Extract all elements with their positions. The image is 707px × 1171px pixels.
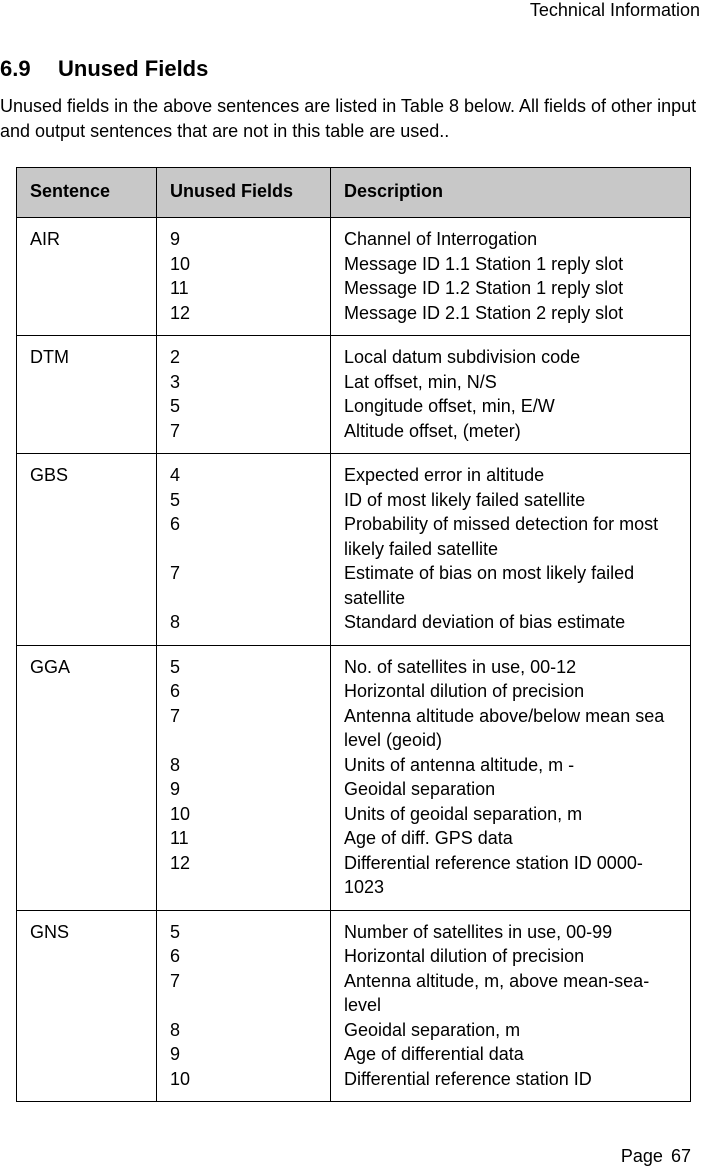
- description-cell: [331, 218, 691, 336]
- field-number: 5: [170, 921, 181, 942]
- sentence-cell: GGA: [17, 645, 157, 910]
- field-description: Expected error in altitude: [344, 465, 545, 485]
- field-number: 10: [170, 803, 191, 824]
- unused-fields-cell: [157, 645, 331, 910]
- field-description: Altitude offset, (meter): [344, 420, 521, 441]
- field-number: 9: [170, 1044, 181, 1064]
- unused-fields-cell: [157, 336, 331, 454]
- field-description: Horizontal dilution of precision: [344, 946, 585, 966]
- field-number: 7: [170, 970, 181, 991]
- column-header-description: Description: [331, 168, 691, 218]
- field-number: 8: [170, 1019, 181, 1040]
- field-description: Longitude offset, min, E/W: [344, 396, 555, 416]
- field-description: Differential reference station ID 0000-1023: [344, 852, 643, 897]
- field-number: 5: [170, 396, 181, 416]
- description-cell: [331, 336, 691, 454]
- field-number: 7: [170, 563, 181, 583]
- field-description: No. of satellites in use, 00-12: [344, 656, 577, 677]
- description-cell: [331, 645, 691, 910]
- field-number: 10: [170, 253, 191, 274]
- table-body: [17, 218, 691, 1102]
- field-description: Antenna altitude above/below mean sea level (geoid): [344, 705, 665, 750]
- field-description: Message ID 1.2 Station 1 reply slot: [344, 278, 624, 298]
- field-description: Message ID 1.1 Station 1 reply slot: [344, 253, 624, 274]
- field-number: 11: [170, 278, 189, 298]
- field-description: Units of geoidal separation, m: [344, 803, 583, 824]
- field-number: 10: [170, 1068, 191, 1089]
- field-spacer: [170, 993, 322, 1018]
- field-description: Antenna altitude, m, above mean-sea-level: [344, 970, 650, 1015]
- field-description: Estimate of bias on most likely failed satellite: [344, 563, 635, 608]
- field-spacer: [170, 586, 322, 611]
- field-number: 7: [170, 705, 181, 726]
- running-header: Technical Information: [529, 0, 700, 20]
- section-title: Unused Fields: [58, 56, 209, 81]
- sentence-cell: GNS: [17, 910, 157, 1102]
- unused-fields-cell: [157, 454, 331, 646]
- field-description: Differential reference station ID: [344, 1068, 592, 1089]
- sentence-cell: DTM: [17, 336, 157, 454]
- field-number: 4: [170, 465, 181, 485]
- field-number: 6: [170, 946, 181, 966]
- unused-fields-table: [16, 167, 691, 1102]
- field-description: Standard deviation of bias estimate: [344, 612, 626, 632]
- field-description: Local datum subdivision code: [344, 347, 581, 367]
- field-number: 12: [170, 852, 191, 873]
- field-number: 7: [170, 420, 181, 441]
- field-number: 3: [170, 371, 181, 392]
- section-number: 6.9: [0, 56, 31, 81]
- field-description: Units of antenna altitude, m -: [344, 754, 575, 775]
- field-number: 8: [170, 754, 181, 775]
- sentence-cell: GBS: [17, 454, 157, 646]
- description-cell: [331, 454, 691, 646]
- field-description: Lat offset, min, N/S: [344, 371, 497, 392]
- page-footer: [621, 1146, 691, 1166]
- table-row: [17, 336, 691, 454]
- page-number: 67: [670, 1146, 691, 1166]
- field-number: 2: [170, 347, 181, 367]
- description-cell: [331, 910, 691, 1102]
- field-number: 9: [170, 229, 181, 249]
- unused-fields-cell: [157, 218, 331, 336]
- field-description: Geoidal separation, m: [344, 1019, 521, 1040]
- field-number: 6: [170, 514, 181, 534]
- sentence-cell: AIR: [17, 218, 157, 336]
- field-description: Number of satellites in use, 00-99: [344, 921, 613, 942]
- column-header-sentence: Sentence: [17, 168, 157, 218]
- field-number: 12: [170, 302, 191, 323]
- field-number: 8: [170, 612, 181, 632]
- field-number: 6: [170, 681, 181, 701]
- field-description: Channel of Interrogation: [344, 229, 538, 249]
- table-row: [17, 910, 691, 1102]
- table-row: [17, 218, 691, 336]
- field-description: Probability of missed detection for most likely failed satellite: [344, 514, 659, 559]
- intro-paragraph: Unused fields in the above sentences are listed in Table 8 below. All fields of other input and output sentences that are not in this table are used..: [0, 96, 697, 141]
- field-description: Age of differential data: [344, 1044, 524, 1064]
- field-number: 5: [170, 656, 181, 677]
- field-spacer: [170, 537, 322, 562]
- table-row: [17, 454, 691, 646]
- field-description: Message ID 2.1 Station 2 reply slot: [344, 302, 624, 323]
- field-number: 5: [170, 489, 181, 510]
- column-header-unused-fields: Unused Fields: [157, 168, 331, 218]
- field-description: ID of most likely failed satellite: [344, 489, 586, 510]
- field-number: 11: [170, 828, 189, 848]
- field-spacer: [170, 728, 322, 753]
- field-number: 9: [170, 779, 181, 799]
- field-description: Horizontal dilution of precision: [344, 681, 585, 701]
- unused-fields-cell: [157, 910, 331, 1102]
- page-label: Page: [620, 1146, 663, 1166]
- table-header-row: [17, 168, 691, 218]
- field-description: Age of diff. GPS data: [344, 828, 513, 848]
- section-heading: [0, 56, 208, 82]
- field-description: Geoidal separation: [344, 779, 496, 799]
- table-row: [17, 645, 691, 910]
